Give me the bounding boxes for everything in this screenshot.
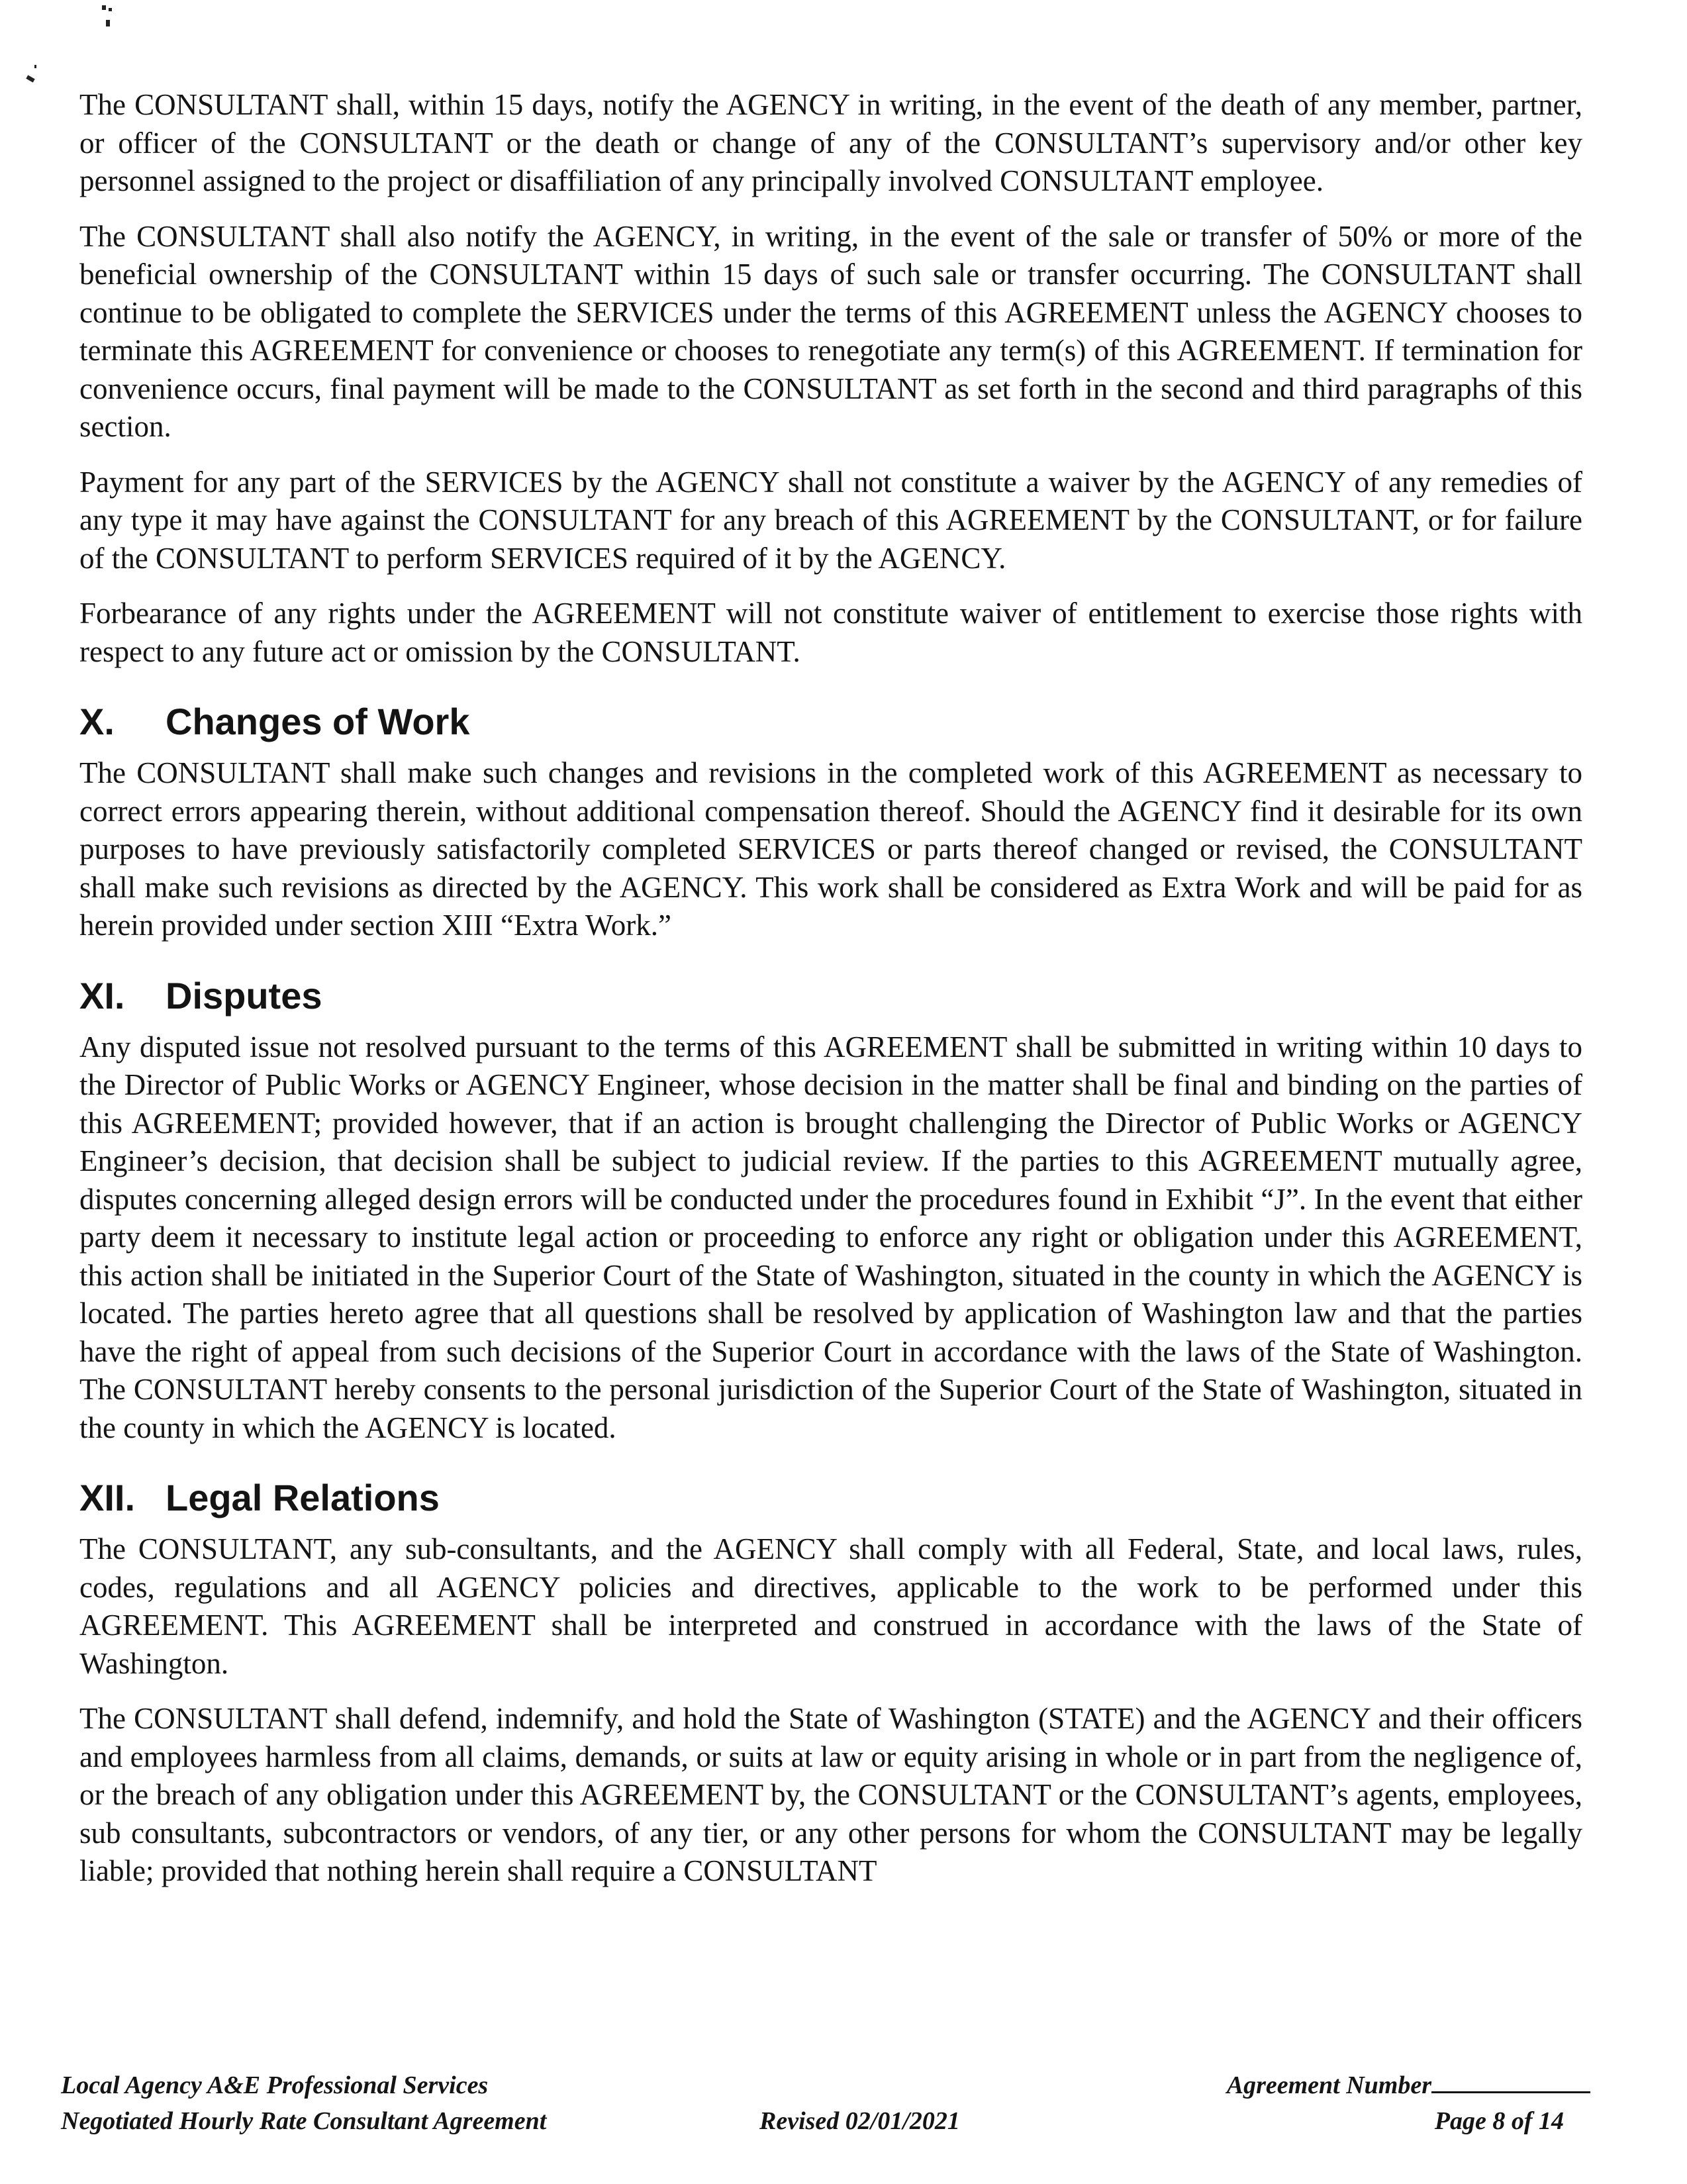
section-number: XI.: [79, 974, 125, 1017]
section-disputes: [79, 973, 1582, 1448]
scan-speck: [34, 65, 36, 68]
paragraph: Payment for any part of the SERVICES by the AGENCY shall not constitute a waiver by the AGENCY of any remedies of any type it may have against the CONSULTANT for any breach of this AGREEMENT by the CONSULTANT, or for failure of the CONSULTANT to perform SERVICES required of it by the AGENCY.: [79, 465, 1582, 575]
section-legal-relations: [79, 1475, 1582, 1891]
scan-speck: [26, 75, 34, 82]
agreement-number-blank: [1431, 2067, 1590, 2093]
section-heading: [79, 973, 1582, 1019]
section-changes-of-work: [79, 699, 1582, 945]
footer-page-number: Page 8 of 14: [1434, 2107, 1564, 2135]
page-footer: [61, 2067, 1590, 2147]
section-heading: [79, 699, 1582, 745]
paragraph: The CONSULTANT, any sub-consultants, and the AGENCY shall comply with all Federal, State, and local laws, rules, codes, regulations and all AGENCY policies and directives, applicable to the work to be performed under this AGREEMENT. This AGREEMENT shall be interpreted and construed in accordance with the laws of the State of Washington.: [79, 1532, 1582, 1680]
paragraph: Any disputed issue not resolved pursuant to the terms of this AGREEMENT shall be submitted in writing within 10 days to the Director of Public Works or AGENCY Engineer, whose decision in the matter shall be final and binding on the parties of this AGREEMENT; provided however, that if an action is brought challenging the Director of Public Works or AGENCY Engineer’s decision, that decision shall be subject to judicial review. If the parties to this AGREEMENT mutually agree, disputes concerning alleged design errors will be conducted under the procedures found in Exhibit “J”. In the event that either party deem it necessary to institute legal action or proceeding to enforce any right or obligation under this AGREEMENT, this action shall be initiated in the Superior Court of the State of Washington, situated in the county in which the AGENCY is located. The parties hereto agree that all questions shall be resolved by application of Washington law and that the parties have the right of appeal from such decisions of the Superior Court in accordance with the laws of the State of Washington. The CONSULTANT hereby consents to the personal jurisdiction of the Superior Court of the State of Washington, situated in the county in which the AGENCY is located.: [79, 1030, 1582, 1444]
footer-left-line1: Local Agency A&E Professional Services: [61, 2071, 489, 2099]
section-number: XII.: [79, 1477, 136, 1518]
paragraph: The CONSULTANT shall also notify the AGENCY, in writing, in the event of the sale or transfer of 50% or more of the beneficial ownership of the CONSULTANT within 15 days of such sale or transfer occurring. The CONSULTANT shall continue to be obligated to complete the SERVICES under the terms of this AGREEMENT unless the AGENCY chooses to terminate this AGREEMENT for convenience or chooses to renegotiate any term(s) of this AGREEMENT. If termination for convenience occurs, final payment will be made to the CONSULTANT as set forth in the second and third paragraphs of this section.: [79, 219, 1582, 443]
section-title: Disputes: [166, 974, 322, 1017]
paragraph: The CONSULTANT shall defend, indemnify, and hold the State of Washington (STATE) and the AGENCY and their officers and employees harmless from all claims, demands, or suits at law or equity arising in whole or in part from the negligence of, or the breach of any obligation under this AGREEMENT by, the CONSULTANT or the CONSULTANT’s agents, employees, sub consultants, subcontractors or vendors, of any tier, or any other persons for whom the CONSULTANT may be legally liable; provided that nothing herein shall require a CONSULTANT: [79, 1702, 1582, 1887]
footer-left-line2: Negotiated Hourly Rate Consultant Agreement: [61, 2107, 547, 2135]
scan-speck: [109, 8, 112, 11]
footer-agreement-number: [1227, 2067, 1590, 2103]
paragraph: The CONSULTANT shall, within 15 days, notify the AGENCY in writing, in the event of the death of any member, partner, or officer of the CONSULTANT or the death or change of any of the CONSULTANT’s supervisory and/or other key personnel assigned to the project or disaffiliation of any principally involved CONSULTANT employee.: [79, 88, 1582, 197]
agreement-number-label: Agreement Number: [1226, 2071, 1431, 2099]
section-heading: [79, 1475, 1582, 1521]
footer-form-title: [61, 2067, 546, 2139]
document-body: [79, 86, 1582, 1908]
intro-paragraphs: [79, 86, 1582, 671]
footer-right: [1227, 2067, 1590, 2139]
section-title: Legal Relations: [166, 1477, 440, 1518]
section-title: Changes of Work: [166, 701, 470, 742]
paragraph: The CONSULTANT shall make such changes and revisions in the completed work of this AGREEMENT as necessary to correct errors appearing therein, without additional compensation thereof. Should the AGENCY find it desirable for its own purposes to have previously satisfactorily completed SERVICES or parts thereof changed or revised, the CONSULTANT shall make such revisions as directed by the AGENCY. This work shall be considered as Extra Work and will be paid for as herein provided under section XIII “Extra Work.”: [79, 756, 1582, 942]
section-number: X.: [79, 701, 115, 742]
paragraph: Forbearance of any rights under the AGREEMENT will not constitute waiver of entitlement to exercise those rights with respect to any future act or omission by the CONSULTANT.: [79, 597, 1582, 668]
scan-speck: [106, 20, 110, 26]
footer-revised-date: Revised 02/01/2021: [759, 2107, 960, 2135]
scan-speck: [102, 5, 106, 10]
